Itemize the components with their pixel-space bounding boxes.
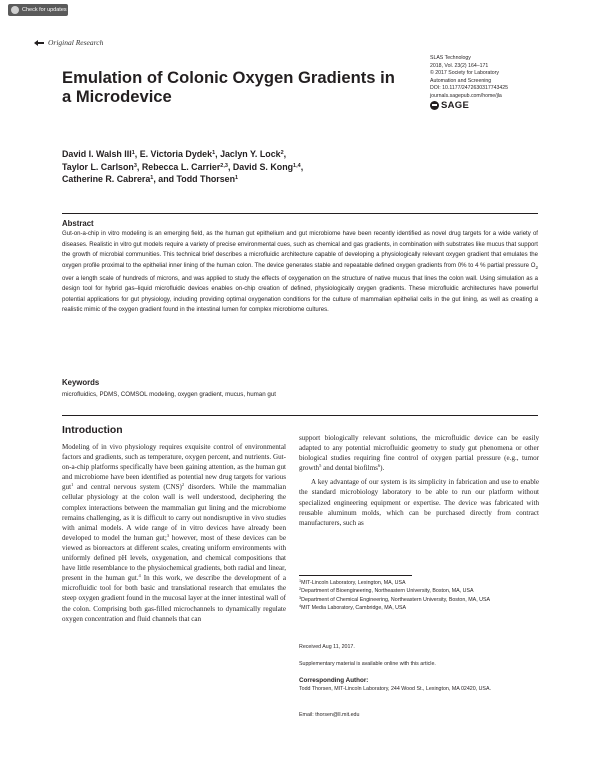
intro-paragraph-2: A key advantage of our system is its simplicity in fabrication and use to enable the standard microbiology laboratory to be able to run our platform without specialized engineering equipment or expertise. The device was fabricated with reusable aluminum molds, which can be purchased directly from contract manufacturers, such as [299,478,539,527]
author-list: David I. Walsh III$^1$, E. Victoria Dydek$^1$, Jaclyn Y. Lock$^2$, Taylor L. Carlson$^3$, Rebecca L. Carrier$^{2,3}$, David S. Kong$^{1,4}$, Catherine R. Cabrera$^1$, and Todd Thorsen$^1$ [62,149,304,185]
author-affiliation-mark: 1 [131,150,135,156]
sage-logo-icon [430,101,439,110]
received-date: Received Aug 11, 2017. [299,644,355,650]
author-affiliation-mark: 3 [133,162,137,169]
publisher-logo [430,101,590,110]
abstract-heading: Abstract [62,219,94,228]
affiliation-item: $^2$Department of Bioengineering, Northeastern University, Boston, MA, USA [299,587,474,595]
body-column-right [299,433,539,528]
keywords-text: microfluidics, PDMS, COMSOL modeling, oxygen gradient, mucus, human gut [62,391,277,398]
corresponding-author-address: Todd Thorsen, MIT-Lincoln Laboratory, 244 Wood St., Lexington, MA 02420, USA. [299,686,491,692]
abstract-text [62,229,538,316]
update-check-icon [11,6,19,14]
corresponding-author-email[interactable]: Email: thorsen@ll.mit.edu [299,712,360,718]
footnote-divider [299,575,412,576]
author-name: Jaclyn Y. Lock [220,149,281,159]
journal-url[interactable]: journals.sagepub.com/home/jla [430,92,502,99]
journal-doi[interactable]: DOI: 10.1177/2472630317743425 [430,85,509,91]
publisher-name: SAGE [441,99,470,111]
author-name: and Todd Thorsen [158,174,236,185]
citation-ref: 3 [166,532,170,538]
body-column-left [62,442,286,624]
affiliations [299,580,539,613]
author-affiliation-mark: 1 [212,150,216,156]
supplementary-note: Supplementary material is available online with this article. [299,661,436,667]
journal-citation: 2018, Vol. 23(2) 164–171 [430,62,489,69]
author-name: Taylor L. Carlson [62,161,134,172]
author-name: E. Victoria Dydek [139,149,213,159]
journal-name: SLAS Technology [430,55,471,61]
author-affiliation-mark: 1 [150,175,154,182]
section-label [48,38,103,47]
section-label-text: Original Research [48,38,104,47]
abstract-text-part: over a length scale of hundreds of microns, and was applied to study the effects of oxygenation on the structure of native mucus that lines the colon wall. Using simulation as a design tool for hybrid gas–liquid microfluidic devices enables on-chip creation of defined, physiologically oxygen gradients. These microfluidic architectures have powerful potential applications for gut physiology, including providing optimal oxygenation conditions for the culture of mammalian epithelial cells in the gut lining, as well as creating a realistic mimic of the oxygen gradient found in the intestinal lumen for complex microbiome cultures. [62,275,538,314]
author-affiliation-mark: 1,4 [293,162,301,169]
affiliation-item: $^4$MIT Media Laboratory, Cambridge, MA, USA [299,603,407,611]
keywords-heading: Keywords [62,378,100,387]
badge-label: Check for updates [22,7,67,13]
intro-paragraph-1-continued: support biologically relevant solutions, the microfluidic device can be easily adapted to any potential microfluidic geometry to study gut phenomena or other biological studies requiring fine control of oxygen partial pressure (e.g., tumor growth$^5$ and dental biofilms$^6$). [299,434,539,473]
author-name: Catherine R. Cabrera [62,174,151,185]
abstract-top-divider [62,213,538,214]
abstract-subscript: 2 [535,264,538,270]
abstract-text-part: Gut-on-a-chip in vitro modeling is an emerging field, as the human gut epithelium and gut microbiome have been recently identified as novel drug targets for a wide variety of diseases. Realistic in vitro gut models require a variety of precise environmental cues, such as chemical and gas gradients, in combination with substrates like mucus that support the growth of microbial communities. This technical brief describes a microfluidic architecture capable of developing a physiologically relevant oxygen gradient that emulates the oxygen profile proximal to the epithelial inner lining of the human colon. The device generates stable and repeatable defined oxygen gradients from 0% to 4 % partial pressure O [62,231,538,269]
keywords-bottom-divider [62,415,538,416]
author-name: David S. Kong [232,161,294,172]
journal-info [430,55,590,110]
citation-ref: 5 [319,463,322,469]
citation-ref: 2 [181,482,185,488]
intro-paragraph-1: Modeling of in vivo physiology requires exquisite control of environmental factors and gradients, such as temperature, oxygen percent, and nutrients. Gut-on-a-chip platforms specifically have been gaining attention, as the human gut and microbiome have been identified as potential new drug targets for various gut$^1$ and central nervous system (CNS)$^2$ disorders. While the mammalian cellular physiology at the colon wall is well understood, deciphering the complex interactions between the mammalian gut lining and the microbiome remains challenging, as it is difficult to carry out nondisruptive in vivo studies with animal models. A wide range of in vitro devices have already been developed to model the human gut;$^3$ however, most of these devices can be viewed as bioreactors at different scales, creating uniform environments with uniformly defined pH levels, oxygenation, and chemical compositions that have little resemblance to the physiochemical gradients, both radial and linear, present in the human gut.$^4$ In this work, we describe the development of a microfluidic tool for both basic and translational research that emulates the steep oxygen gradient found in the mucosal layer at the inner intestinal wall of the colon. Comprising both gas-filled microchannels to dynamically regulate oxygen concentration and fluid channels that can [62,443,287,623]
author-affiliation-mark: 1 [235,175,239,182]
affiliation-item: $^1$MIT-Lincoln Laboratory, Lexington, MA, USA [299,579,406,586]
author-name: David I. Walsh III [62,149,132,159]
journal-copyright: © 2017 Society for Laboratory [430,70,499,76]
article-type-icon [34,40,44,46]
check-for-updates-badge[interactable] [8,4,68,16]
introduction-heading: Introduction [62,425,123,436]
corresponding-author-heading: Corresponding Author: [299,677,369,684]
citation-ref: 4 [138,573,141,579]
citation-ref: 1 [71,482,74,488]
article-title: Emulation of Colonic Oxygen Gradients in a Microdevice [62,68,395,106]
author-name: Rebecca L. Carrier [141,161,221,172]
author-affiliation-mark: 2 [280,150,284,156]
affiliation-item: $^3$Department of Chemical Engineering, Northeastern University, Boston, MA, USA [299,595,491,603]
citation-ref: 6 [377,463,381,469]
author-affiliation-mark: 2,3 [220,162,228,169]
journal-copyright-2: Automation and Screening [430,77,492,84]
